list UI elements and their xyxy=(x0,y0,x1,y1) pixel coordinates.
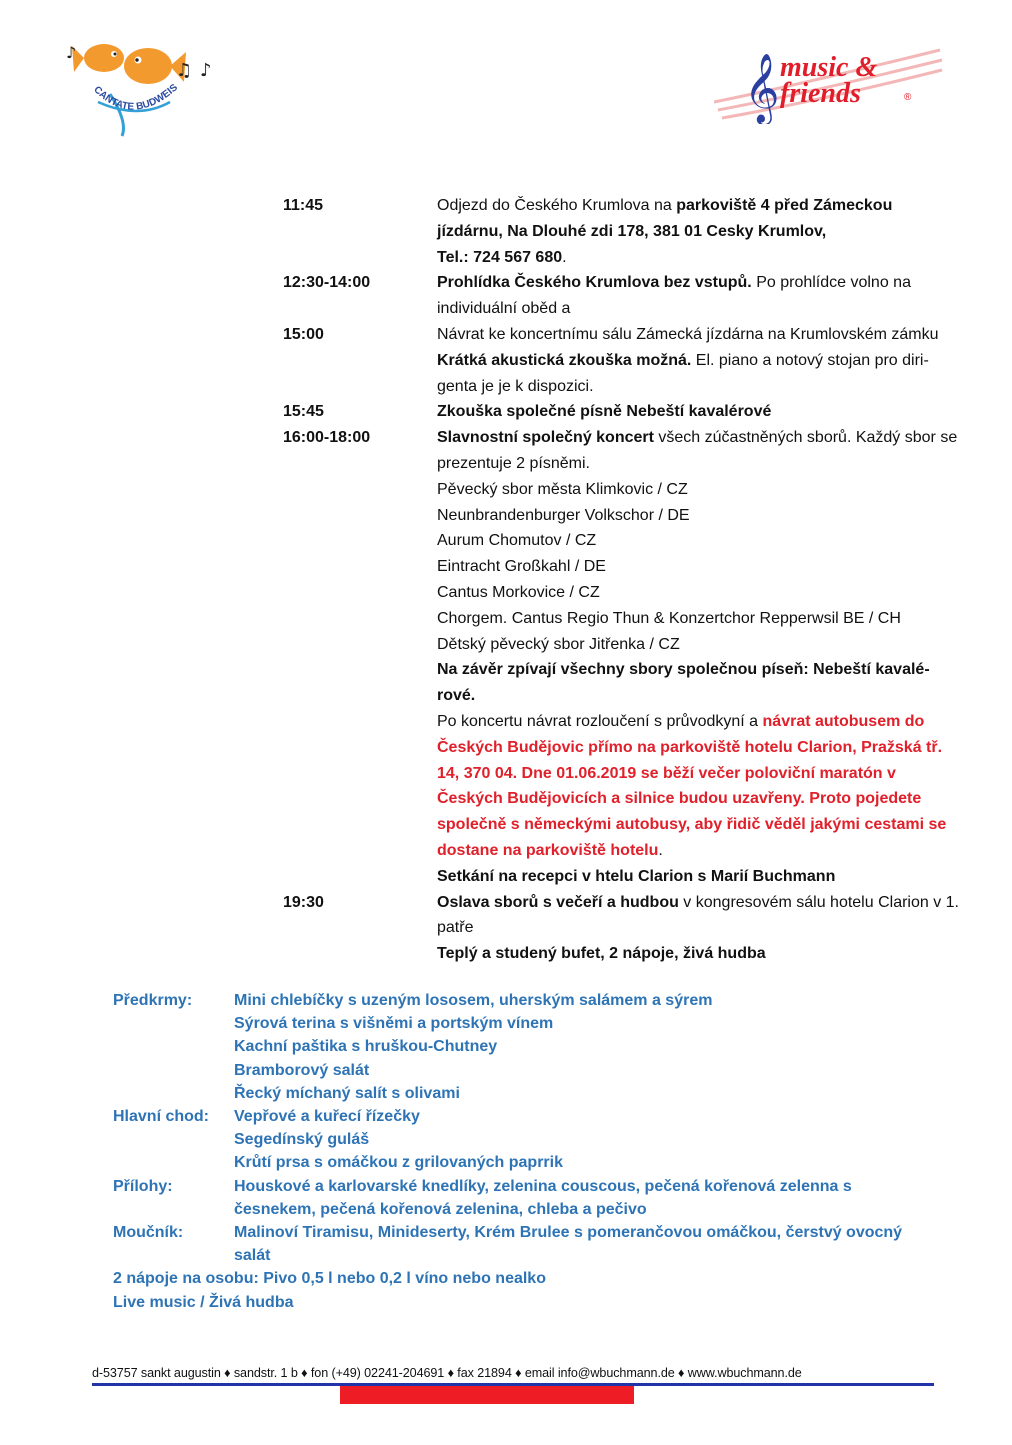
schedule-line xyxy=(437,399,959,425)
schedule-description xyxy=(437,322,959,399)
logo-line-2: friends xyxy=(780,78,861,109)
schedule-description xyxy=(437,890,959,967)
menu-section-label: Hlavní chod: xyxy=(113,1108,210,1126)
schedule-time: 15:45 xyxy=(283,403,324,421)
schedule-text: Po koncertu návrat rozloučení s průvodkyní a xyxy=(437,712,763,730)
menu-section-label: Moučník: xyxy=(113,1224,184,1242)
schedule-line xyxy=(437,580,959,606)
schedule-text: . xyxy=(658,841,663,859)
schedule-text: Neunbrandenburger Volkschor / DE xyxy=(437,506,690,524)
schedule-line xyxy=(437,425,959,477)
left-logo-text: CANTATE BUDWEIS xyxy=(91,82,181,113)
schedule-line xyxy=(437,709,959,864)
schedule-text: Prohlídka Českého Krumlova bez vstupů. xyxy=(437,274,752,292)
schedule-text: Eintracht Großkahl / DE xyxy=(437,558,606,576)
schedule-row xyxy=(283,425,973,889)
schedule-text: Slavnostní společný koncert xyxy=(437,429,654,447)
menu-item: Segedínský guláš xyxy=(234,1131,370,1149)
schedule-line xyxy=(437,503,959,529)
schedule-line xyxy=(437,477,959,503)
menu-section-items xyxy=(234,989,934,1105)
schedule-text: . xyxy=(562,248,567,266)
schedule-text: Cantus Morkovice / CZ xyxy=(437,583,600,601)
svg-text:♪: ♪ xyxy=(200,60,212,81)
menu-section-items xyxy=(234,1175,934,1221)
schedule-time: 12:30-14:00 xyxy=(283,274,371,292)
menu-item: Houskové a karlovarské knedlíky, zelenina couscous, pečená kořenová zelenna s česnekem, pečená kořenová zelenina, chleba a pečivo xyxy=(234,1177,852,1218)
schedule-time: 19:30 xyxy=(283,893,324,911)
schedule-line xyxy=(437,270,959,322)
schedule-text: Na závěr zpívají všechny sbory společnou píseň: Nebeští kavalé-rové. xyxy=(437,661,930,705)
schedule-table xyxy=(283,193,973,967)
menu-section xyxy=(113,1221,973,1267)
schedule-text: Setkání na recepci v htelu Clarion s Marií Buchmann xyxy=(437,867,836,885)
svg-text:CANTATE BUDWEIS xyxy=(91,82,180,113)
schedule-description xyxy=(437,425,959,889)
schedule-alert-text: návrat autobusem do Českých Budějovic přímo na parkoviště hotelu Clarion, Pražská tř. 14, 370 04. Dne 01.06.2019 se běží večer poloviční maratón v Českých Budějovicích a silnice budou uzavřeny. Proto pojedete společně s německými autobusy, aby řidič věděl jakými cestami se dostane na parkoviště hotelu xyxy=(437,712,947,859)
menu-extra-line: 2 nápoje na osobu: Pivo 0,5 l nebo 0,2 l víno nebo nealko xyxy=(113,1270,546,1288)
registered-mark: ® xyxy=(904,92,912,103)
schedule-line xyxy=(437,657,959,709)
music-friends-logo xyxy=(714,36,944,124)
schedule-text: Pěvecký sbor města Klimkovic / CZ xyxy=(437,480,688,498)
schedule-text: Teplý a studený bufet, 2 nápoje, živá hudba xyxy=(437,945,766,963)
schedule-line xyxy=(437,941,959,967)
schedule-text: Zkouška společné písně Nebeští kavalérové xyxy=(437,403,772,421)
schedule-row xyxy=(283,322,973,399)
menu-item: Mini chlebíčky s uzeným lososem, uherským salámem a sýrem xyxy=(234,992,713,1009)
menu-item: Krůtí prsa s omáčkou z grilovaných paprrik xyxy=(234,1154,563,1172)
menu-section-label: Předkrmy: xyxy=(113,992,193,1009)
menu-item: Sýrová terina s višněmi a portským vínem xyxy=(234,1015,554,1033)
schedule-text: Po prohlídce volno na individuální oběd a xyxy=(437,274,911,318)
menu-section-items xyxy=(234,1221,934,1267)
schedule-line xyxy=(437,528,959,554)
dinner-menu xyxy=(113,989,973,1314)
schedule-text: Dětský pěvecký sbor Jitřenka / CZ xyxy=(437,635,680,653)
menu-item: Kachní paštika s hruškou-Chutney xyxy=(234,1038,498,1056)
svg-text:♫: ♫ xyxy=(176,60,193,81)
schedule-row xyxy=(283,270,973,322)
menu-section xyxy=(113,1105,973,1175)
menu-section-label: Přílohy: xyxy=(113,1177,173,1195)
schedule-text: v kongresovém sálu hotelu Clarion v 1. patře xyxy=(437,893,959,937)
schedule-row xyxy=(283,399,973,425)
menu-extra-line: Live music / Živá hudba xyxy=(113,1293,294,1311)
schedule-text: El. piano a notový stojan pro diri-genta je je k dispozici. xyxy=(437,351,929,395)
footer-contact: d-53757 sankt augustin ♦ sandstr. 1 b ♦ fon (+49) 02241-204691 ♦ fax 21894 ♦ email info@wbuchmann.de ♦ www.wbuchmann.de xyxy=(92,1366,802,1380)
schedule-line xyxy=(437,864,959,890)
schedule-time: 15:00 xyxy=(283,325,324,343)
menu-item: Řecký míchaný salít s olivami xyxy=(234,1084,460,1102)
footer-red-bar xyxy=(340,1386,634,1404)
schedule-line xyxy=(437,606,959,632)
menu-section xyxy=(113,989,973,1105)
schedule-line xyxy=(437,245,959,271)
cantate-budweis-logo xyxy=(58,36,226,140)
menu-section-items xyxy=(234,1105,934,1175)
schedule-description xyxy=(437,193,959,270)
menu-item: Vepřové a kuřecí řízečky xyxy=(234,1108,420,1126)
schedule-description xyxy=(437,270,959,322)
schedule-text: Krátká akustická zkouška možná. xyxy=(437,351,692,369)
schedule-row xyxy=(283,890,973,967)
schedule-line xyxy=(437,632,959,658)
schedule-text: Oslava sborů s večeří a hudbou xyxy=(437,893,679,911)
schedule-time: 11:45 xyxy=(283,197,324,214)
logo-line-1: music & xyxy=(780,52,878,83)
schedule-row xyxy=(283,193,973,270)
treble-clef-icon: 𝄞 xyxy=(744,53,780,123)
schedule-text: Tel.: 724 567 680 xyxy=(437,248,563,266)
schedule-text: parkoviště 4 před Zámeckou jízdárnu, Na Dlouhé zdi 178, 381 01 Cesky Krumlov, xyxy=(437,197,893,240)
schedule-text: Návrat ke koncertnímu sálu Zámecká jízdárna na Krumlovském zámku xyxy=(437,325,939,343)
schedule-line xyxy=(437,348,959,400)
svg-text:♪: ♪ xyxy=(66,43,77,62)
schedule-text: Aurum Chomutov / CZ xyxy=(437,532,597,550)
schedule-line xyxy=(437,193,959,245)
schedule-line xyxy=(437,554,959,580)
schedule-line xyxy=(437,890,959,942)
menu-item: Bramborový salát xyxy=(234,1061,370,1079)
schedule-line xyxy=(437,322,959,348)
schedule-text: Chorgem. Cantus Regio Thun & Konzertchor Repperwsil BE / CH xyxy=(437,609,901,627)
schedule-description xyxy=(437,399,959,425)
schedule-text: všech zúčastněných sborů. Každý sbor se prezentuje 2 písněmi. xyxy=(437,429,958,472)
menu-item: Malinoví Tiramisu, Minideserty, Krém Brulee s pomerančovou omáčkou, čerstvý ovocný salát xyxy=(234,1224,903,1265)
menu-section xyxy=(113,1175,973,1221)
schedule-time: 16:00-18:00 xyxy=(283,429,371,447)
schedule-text: Odjezd do Českého Krumlova na xyxy=(437,197,677,214)
